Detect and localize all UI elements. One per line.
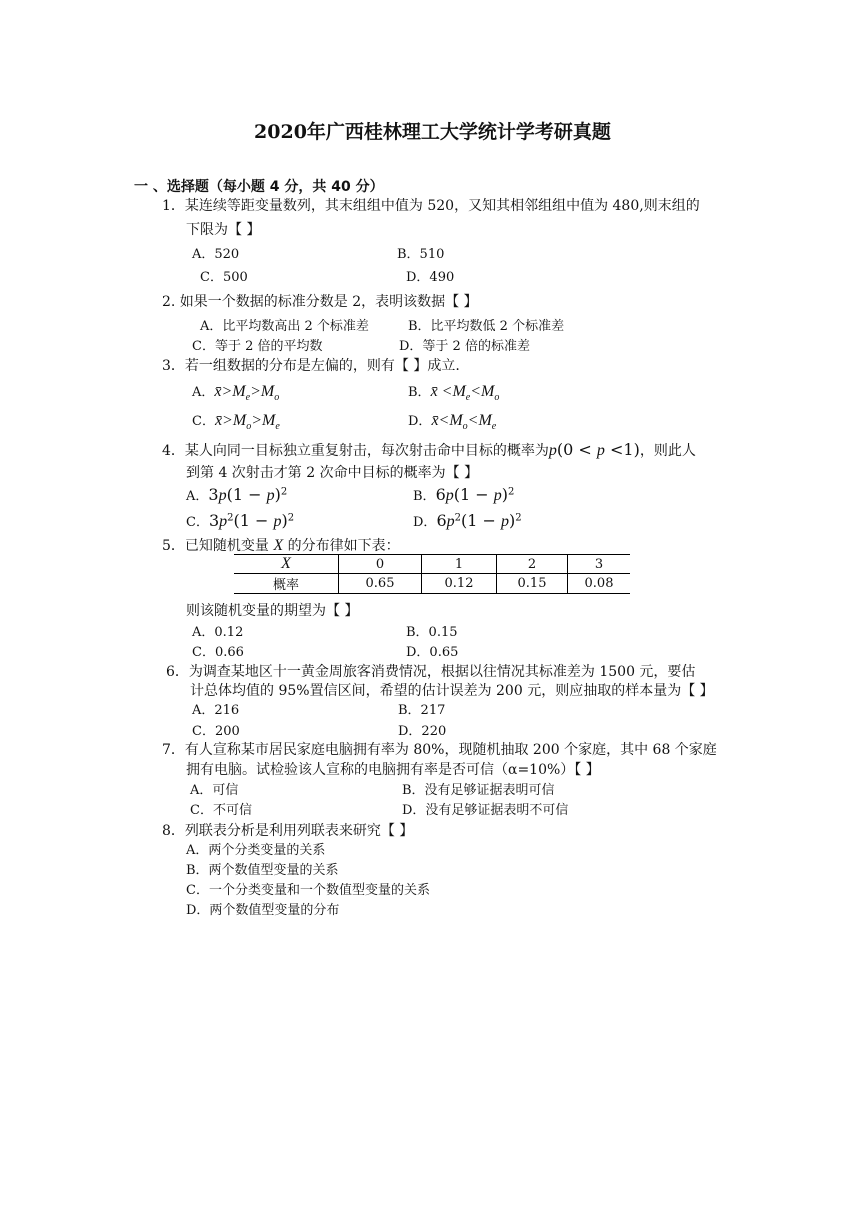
question-1-option-b: B．510 (397, 247, 445, 262)
question-1-line-1: 1．某连续等距变量数列，其末组组中值为 520，又知其相邻组组中值为 480,则末组的 (162, 198, 700, 214)
question-7-option-a: A．可信 (190, 783, 239, 798)
question-4-option-a: A．$3p(1 - p)^2$ (186, 485, 288, 504)
formula: p (548, 442, 557, 459)
question-1-line-2: 下限为【 】 (186, 222, 261, 238)
question-8-stem: 8．列联表分析是利用列联表来研究【 】 (162, 823, 414, 839)
table-cell: 0.08 (568, 574, 631, 594)
question-1-option-c: C．500 (200, 270, 248, 285)
table-row (234, 555, 630, 574)
question-2-option-c: C．等于 2 倍的平均数 (192, 339, 323, 354)
table-row (234, 574, 630, 594)
formula: $x̄<M_o<M_e$ (431, 412, 497, 433)
question-5-option-b: B．0.15 (406, 625, 458, 640)
question-8-option-c: C．一个分类变量和一个数值型变量的关系 (186, 883, 430, 898)
question-3-stem: 3．若一组数据的分布是左偏的，则有【 】成立. (162, 358, 460, 374)
question-6-option-a: A．216 (192, 703, 240, 718)
table-cell: 概率 (234, 574, 339, 594)
question-4-line-1: 4．某人向同一目标独立重复射击，每次射击命中目标的概率为p(0 < p <1)，则此人 (162, 440, 696, 459)
question-8-option-a: A．两个分类变量的关系 (186, 843, 326, 858)
question-7-option-c: C．不可信 (190, 803, 252, 818)
question-8-option-b: B．两个数值型变量的关系 (186, 863, 339, 878)
question-3-option-d: D．$x̄<M_o<M_e$ (408, 412, 497, 433)
question-2-stem: 2. 如果一个数据的标准分数是 2，表明该数据【 】 (162, 294, 478, 310)
question-6-line-1: 6．为调查某地区十一黄金周旅客消费情况，根据以往情况其标准差为 1500 元，要估 (166, 664, 696, 680)
question-6-option-b: B．217 (398, 703, 446, 718)
question-1-option-a: A．520 (192, 247, 240, 262)
formula: $x̄>M_e>M_o$ (214, 383, 280, 404)
question-6-option-d: D．220 (398, 724, 447, 739)
question-8-option-d: D．两个数值型变量的分布 (186, 903, 340, 918)
question-6-option-c: C．200 (192, 724, 240, 739)
question-2-option-d: D．等于 2 倍的标准差 (399, 339, 530, 354)
question-5-after: 则该随机变量的期望为【 】 (186, 603, 359, 619)
question-5-option-d: D．0.65 (406, 645, 459, 660)
question-6-line-2: 计总体均值的 95%置信区间，希望的估计误差为 200 元，则应抽取的样本量为【 】 (190, 683, 714, 699)
distribution-table (234, 554, 630, 594)
question-1-option-d: D．490 (406, 270, 455, 285)
question-7-option-b: B．没有足够证据表明可信 (402, 783, 555, 798)
page-title: 2020年广西桂林理工大学统计学考研真题 (254, 121, 611, 143)
table-cell: 3 (568, 555, 631, 574)
variable-x: X (273, 537, 284, 554)
question-7-option-d: D．没有足够证据表明不可信 (402, 803, 569, 818)
question-3-option-b: B．x̄ $<M_e<M_o$ (408, 383, 500, 404)
question-3-option-a: A．$x̄>M_e>M_o$ (192, 383, 280, 404)
formula: x̄ $<M_e<M_o$ (430, 383, 500, 404)
question-4-line-2: 到第 4 次射击才第 2 次命中目标的概率为【 】 (186, 465, 479, 481)
question-2-option-b: B．比平均数低 2 个标准差 (408, 319, 565, 334)
question-7-line-2: 拥有电脑。试检验该人宣称的电脑拥有率是否可信（α=10%）【 】 (186, 762, 600, 778)
question-4-option-b: B．$6p(1 - p)^2$ (413, 485, 515, 504)
table-cell: X (234, 555, 339, 574)
question-3-option-c: C．$x̄>M_o>M_e$ (192, 412, 280, 433)
question-2-option-a: A．比平均数高出 2 个标准差 (200, 319, 369, 334)
question-5-option-a: A．0.12 (192, 625, 244, 640)
table-cell: 0.12 (422, 574, 497, 594)
table-cell: 0.65 (339, 574, 422, 594)
section-heading: 一 、选择题（每小题 4 分，共 40 分） (134, 179, 384, 195)
question-7-line-1: 7．有人宣称某市居民家庭电脑拥有率为 80%，现随机抽取 200 个家庭，其中 68 个家庭 (162, 742, 717, 758)
question-5-stem: 5．已知随机变量 X 的分布律如下表： (162, 537, 400, 554)
question-4-option-c: C．$3p^2(1 - p)^2$ (186, 511, 295, 530)
table-cell: 2 (497, 555, 568, 574)
question-4-option-d: D．$6p^2(1 - p)^2$ (413, 511, 522, 530)
table-cell: 1 (422, 555, 497, 574)
formula: $x̄>M_o>M_e$ (214, 412, 280, 433)
table-cell: 0 (339, 555, 422, 574)
table-cell: 0.15 (497, 574, 568, 594)
question-5-option-c: C．0.66 (192, 645, 244, 660)
